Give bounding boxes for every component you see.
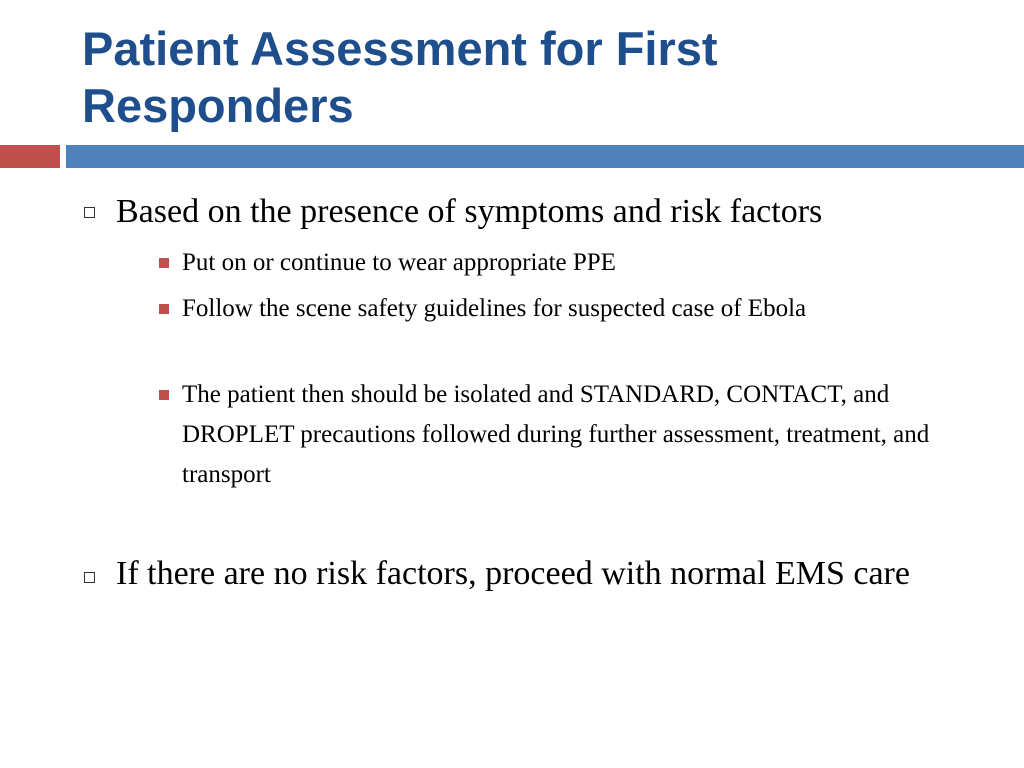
sub-bullet-item: Follow the scene safety guidelines for suspected case of Ebola xyxy=(182,295,807,322)
hollow-square-icon xyxy=(84,572,95,583)
filled-square-icon xyxy=(159,390,169,400)
bullet-item: If there are no risk factors, proceed with normal EMS care xyxy=(116,555,910,592)
title-divider-red-segment xyxy=(0,145,60,168)
sub-bullet-item: Put on or continue to wear appropriate PPE xyxy=(182,249,616,276)
filled-square-icon xyxy=(159,304,169,314)
bullet-item: Based on the presence of symptoms and risk factors xyxy=(116,193,823,230)
slide-title: Patient Assessment for First Responders xyxy=(82,22,718,132)
title-divider-blue-segment xyxy=(66,145,1024,168)
hollow-square-icon xyxy=(84,207,95,218)
sub-bullet-item: The patient then should be isolated and STANDARD, CONTACT, and DROPLET precautions followed during further assessment, treatment, and transport xyxy=(182,381,930,488)
filled-square-icon xyxy=(159,258,169,268)
